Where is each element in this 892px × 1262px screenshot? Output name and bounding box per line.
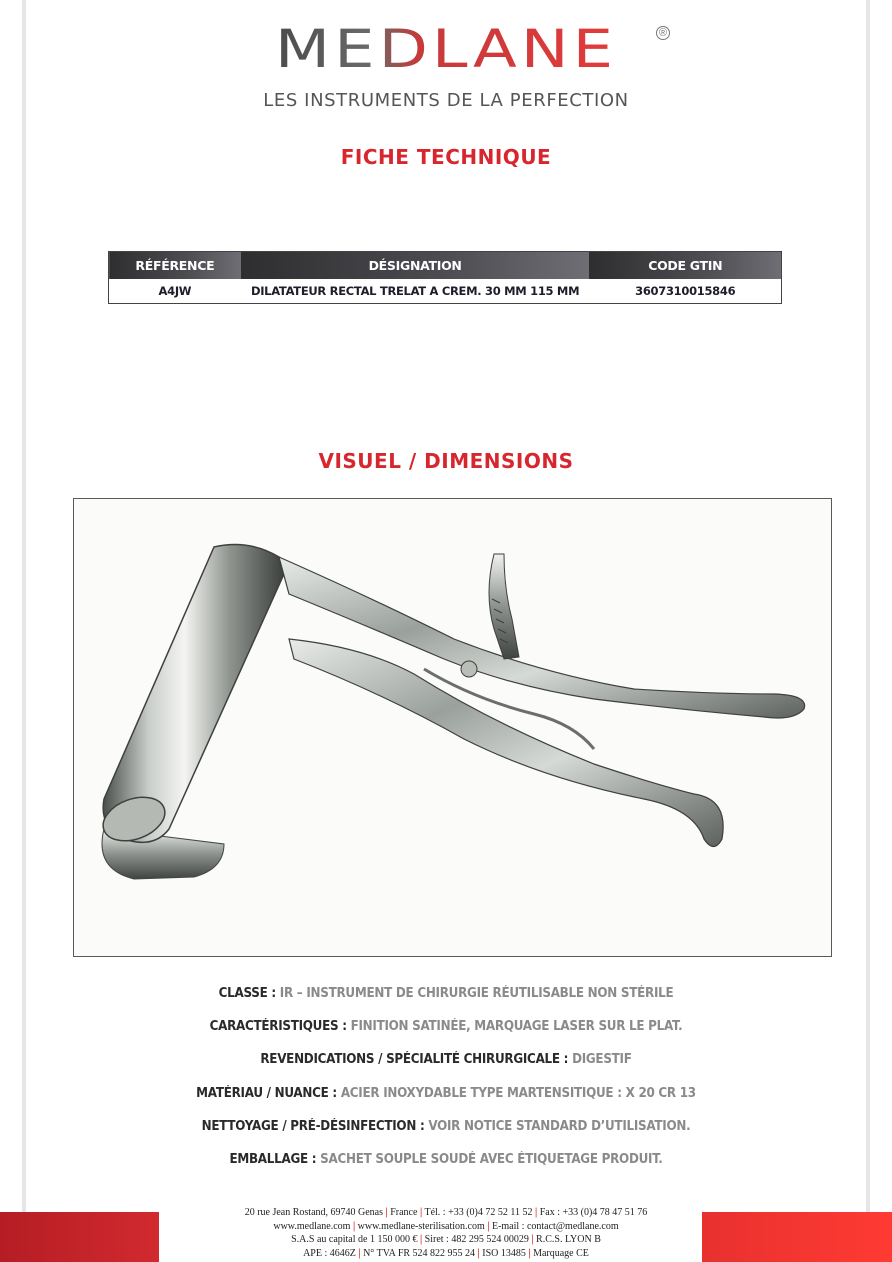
footer-country: France bbox=[390, 1207, 418, 1218]
cell-designation: DILATATEUR RECTAL TRELAT A CREM. 30 MM 115 MM bbox=[250, 284, 580, 298]
spec-emballage bbox=[36, 1152, 857, 1185]
spec-label: MATÉRIAU / NUANCE : bbox=[196, 1085, 341, 1101]
spec-label: REVENDICATIONS / SPÉCIALITÉ CHIRURGICALE : bbox=[260, 1052, 573, 1068]
footer-contact bbox=[0, 1206, 892, 1260]
spec-materiau bbox=[36, 1086, 857, 1119]
footer-line-legal: APE : 4646Z | N° TVA FR 524 822 955 24 | ISO 13485 | Marquage CE bbox=[303, 1247, 589, 1259]
footer-line-web: www.medlane.com | www.medlane-sterilisation.com | E-mail : contact@medlane.com bbox=[273, 1220, 619, 1232]
footer-capital: S.A.S au capital de 1 150 000 € bbox=[291, 1234, 418, 1245]
spec-label: EMBALLAGE : bbox=[229, 1151, 321, 1167]
footer-rcs: R.C.S. LYON B bbox=[536, 1234, 601, 1245]
spec-revendications bbox=[36, 1052, 857, 1085]
footer-line-company: S.A.S au capital de 1 150 000 € | Siret : 482 295 524 00029 | R.C.S. LYON B bbox=[291, 1234, 601, 1245]
footer-fax: Fax : +33 (0)4 78 47 51 76 bbox=[539, 1207, 648, 1218]
rectal-dilator-photo bbox=[74, 499, 831, 956]
footer-sterilisation-link[interactable]: www.medlane-sterilisation.com bbox=[357, 1220, 485, 1232]
footer-line-address: 20 rue Jean Rostand, 69740 Genas | France | Tél. : +33 (0)4 72 52 11 52 | Fax : +33 (0)4 78 47 51 76 bbox=[244, 1207, 648, 1218]
spec-label: CARACTÉRISTIQUES : bbox=[209, 1019, 351, 1035]
footer-siret: Siret : 482 295 524 00029 bbox=[424, 1234, 529, 1245]
footer-website-link[interactable]: www.medlane.com bbox=[273, 1220, 351, 1232]
table-row bbox=[109, 279, 782, 304]
sheet-title: FICHE TECHNIQUE bbox=[340, 145, 552, 169]
registered-mark: ® bbox=[656, 26, 670, 40]
footer-email-link[interactable]: E-mail : contact@medlane.com bbox=[491, 1220, 619, 1232]
header-reference: RÉFÉRENCE bbox=[109, 252, 241, 280]
reference-table bbox=[108, 251, 782, 304]
spec-value: VOIR NOTICE STANDARD D’UTILISATION. bbox=[428, 1118, 691, 1134]
header-gtin: CODE GTIN bbox=[589, 252, 781, 280]
brand-logo bbox=[0, 18, 892, 82]
footer-iso: ISO 13485 bbox=[482, 1247, 526, 1259]
brand-tagline: LES INSTRUMENTS DE LA PERFECTION bbox=[263, 90, 629, 111]
spec-value: DIGESTIF bbox=[572, 1052, 632, 1068]
spec-caracteristiques bbox=[36, 1019, 857, 1052]
spec-value: IR – INSTRUMENT DE CHIRURGIE RÉUTILISABLE NON STÉRILE bbox=[279, 986, 674, 1001]
specifications bbox=[0, 986, 892, 1185]
spec-classe bbox=[36, 986, 857, 1019]
spec-label: CLASSE : bbox=[218, 986, 280, 1001]
header-designation: DÉSIGNATION bbox=[241, 252, 590, 280]
logo-wordmark: MEDLANE bbox=[274, 19, 618, 81]
cell-gtin: 3607310015846 bbox=[635, 284, 736, 298]
spec-value: FINITION SATINÉE, MARQUAGE LASER SUR LE PLAT. bbox=[350, 1019, 683, 1035]
visual-title: VISUEL / DIMENSIONS bbox=[318, 449, 574, 473]
table-header-row bbox=[109, 252, 782, 280]
cell-reference: A4JW bbox=[158, 284, 192, 298]
footer-ce-marking: Marquage CE bbox=[533, 1247, 589, 1259]
footer-phone: Tél. : +33 (0)4 72 52 11 52 bbox=[424, 1207, 533, 1218]
spec-label: NETTOYAGE / PRÉ-DÉSINFECTION : bbox=[201, 1118, 429, 1134]
spec-value: ACIER INOXYDABLE TYPE MARTENSITIQUE : X 20 CR 13 bbox=[340, 1085, 696, 1101]
spec-nettoyage bbox=[36, 1119, 857, 1152]
spec-value: SACHET SOUPLE SOUDÉ AVEC ÉTIQUETAGE PRODUIT. bbox=[320, 1151, 663, 1167]
footer-vat: N° TVA FR 524 822 955 24 bbox=[363, 1247, 476, 1259]
footer-address: 20 rue Jean Rostand, 69740 Genas bbox=[244, 1207, 384, 1218]
product-image-frame bbox=[73, 498, 832, 957]
footer-ape: APE : 4646Z bbox=[303, 1247, 356, 1259]
